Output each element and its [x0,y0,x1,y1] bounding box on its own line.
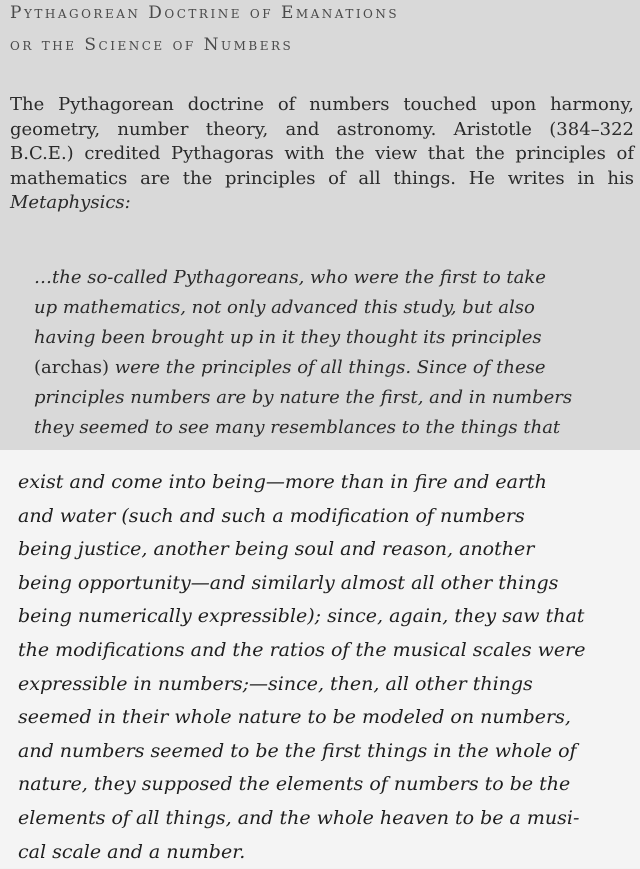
quote-line: principles numbers are by nature the first, and in numbers [34,387,573,408]
quote-line: exist and come into being—more than in fire and earth [18,471,547,493]
intro-paragraph [10,93,634,216]
paragraph-line: mathematics are the principles of all things. He writes in his [10,167,634,189]
section-heading-line-1: Pythagorean Doctrine of Emanations [10,3,400,23]
quote-line-rest: were the principles of all things. Since of these [109,357,546,378]
quote-line: nature, they supposed the elements of numbers to be the [18,773,571,796]
paragraph-line: geometry, number theory, and astronomy. Aristotle (384–322 [10,118,634,140]
quote-line: expressible in numbers;—since, then, all other things [18,672,533,695]
quote-line: elements of all things, and the whole heaven to be a musi- [18,806,580,829]
quote-line: and water (such and such a modification of numbers [18,504,525,527]
quote-line: cal scale and a number. [18,840,246,863]
quote-line: being justice, another being soul and reason, another [18,538,535,561]
quote-line: being numerically expressible); since, again, they saw that [18,605,585,628]
greek-term-archas: (archas) [34,357,110,378]
quote-line: seemed in their whole nature to be modeled on numbers, [18,706,571,729]
quote-line: the modifications and the ratios of the musical scales were [18,638,586,661]
quote-line: having been brought up in it they thought its principles [34,327,542,348]
quote-line: and numbers seemed to be the first things in the whole of [18,739,577,762]
block-quote-lower [18,466,628,869]
block-quote-upper [34,263,604,443]
quote-line: being opportunity—and similarly almost all other things [18,571,559,594]
paragraph-line: B.C.E.) credited Pythagoras with the view that the principles of [10,143,634,165]
quote-line: …the so-called Pythagoreans, who were the first to take [34,267,546,288]
quote-line: up mathematics, not only advanced this study, but also [34,297,535,318]
quote-line: they seemed to see many resemblances to the things that [34,417,561,438]
quote-line [34,353,604,383]
section-heading-line-2: or the Science of Numbers [10,35,294,55]
book-title-metaphysics: Metaphysics: [10,192,131,214]
paragraph-line: The Pythagorean doctrine of numbers touched upon harmony, [10,94,634,115]
